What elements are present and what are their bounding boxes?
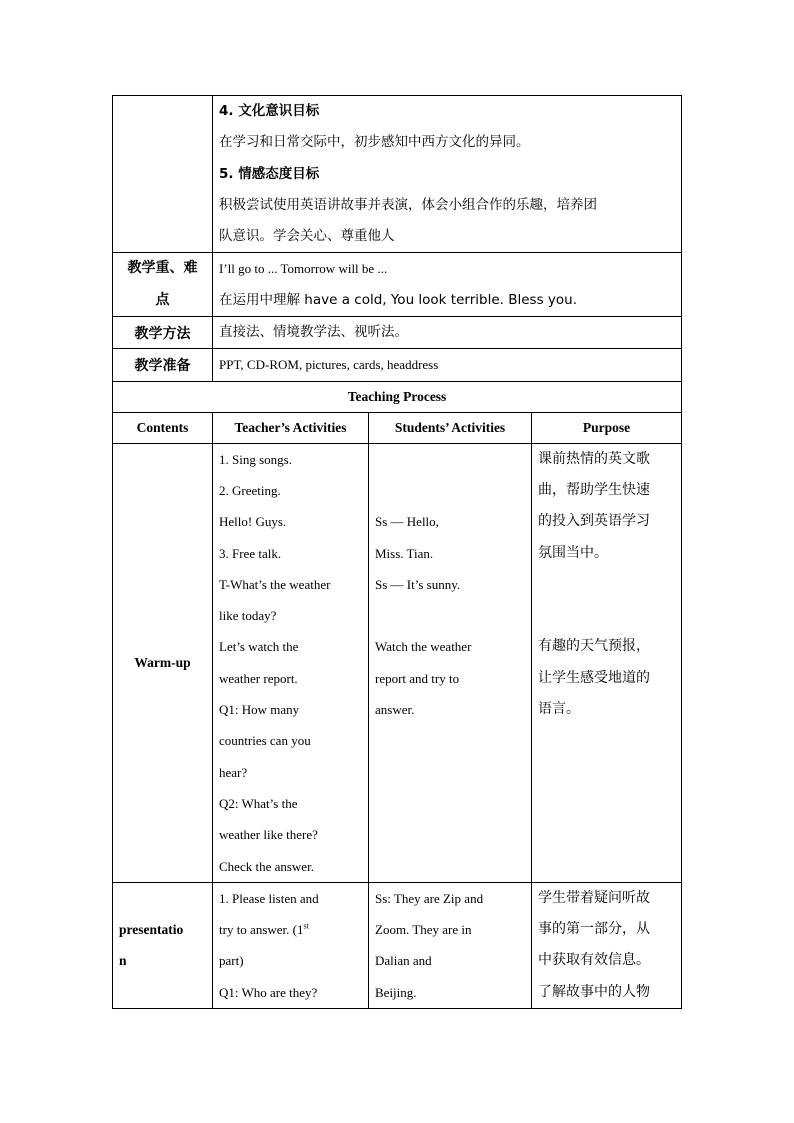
warmup-students-line: Miss. Tian.	[375, 545, 434, 561]
warmup-purpose-cell	[532, 443, 682, 882]
presentation-students-line: Ss: They are Zip and	[375, 890, 484, 906]
lesson-plan-table	[112, 95, 682, 1009]
emotion-goal-title: 5. 情感态度目标	[219, 165, 320, 182]
presentation-students-line: Zoom. They are in	[375, 922, 472, 938]
warmup-purpose-line: 课前热情的英文歌	[538, 450, 650, 467]
key-points-label: 教学重、难 点	[113, 253, 213, 317]
col-header-purpose: Purpose	[532, 412, 682, 443]
prep-row	[113, 349, 682, 381]
warmup-students-line	[375, 444, 525, 475]
warmup-purpose-line	[538, 600, 675, 631]
warmup-purpose-line: 让学生感受地道的	[538, 669, 650, 686]
warmup-purpose-line: 语言。	[538, 701, 580, 718]
warmup-teacher-line: weather report.	[219, 670, 298, 686]
warmup-students-line	[375, 475, 525, 506]
warmup-teacher-cell	[213, 443, 369, 882]
goals-row	[113, 96, 682, 253]
presentation-students-line: Beijing.	[375, 984, 417, 1000]
warmup-purpose-line: 有趣的天气预报，	[538, 638, 650, 655]
warmup-students-line: answer.	[375, 702, 415, 718]
presentation-purpose-line: 学生带着疑问听故	[538, 889, 650, 906]
emotion-goal-text-2: 队意识。学会关心、尊重他人	[219, 228, 395, 245]
warmup-students-line	[375, 600, 525, 631]
presentation-purpose-line: 了解故事中的人物	[538, 983, 650, 1000]
warmup-teacher-line: Hello! Guys.	[219, 514, 287, 530]
methods-label: 教学方法	[113, 317, 213, 349]
warmup-teacher-line: Let’s watch the	[219, 639, 299, 655]
prep-label: 教学准备	[113, 349, 213, 381]
key-points-line-1: I’ll go to ... Tomorrow will be ...	[219, 261, 388, 277]
methods-row	[113, 317, 682, 349]
goals-label-cell	[113, 96, 213, 253]
warmup-teacher-line: Q2: What’s the	[219, 795, 298, 811]
prep-cell	[213, 349, 682, 381]
warmup-purpose-line: 曲，帮助学生快速	[538, 481, 650, 498]
presentation-teacher-line: part)	[219, 953, 244, 969]
warmup-teacher-line: 3. Free talk.	[219, 545, 282, 561]
warmup-teacher-line: like today?	[219, 608, 277, 624]
culture-goal-text: 在学习和日常交际中，初步感知中西方文化的异同。	[219, 134, 530, 151]
process-title: Teaching Process	[113, 381, 682, 412]
presentation-students-line: Dalian and	[375, 953, 432, 969]
presentation-teacher-line: try to answer. (1st	[219, 921, 309, 938]
warmup-teacher-line: 2. Greeting.	[219, 482, 281, 498]
warmup-teacher-line: countries can you	[219, 733, 311, 749]
warmup-teacher-line: 1. Sing songs.	[219, 451, 292, 467]
warmup-purpose-line: 的投入到英语学习	[538, 513, 650, 530]
warmup-students-line: Ss — It’s sunny.	[375, 576, 461, 592]
methods-value: 直接法、情境教学法、视听法。	[219, 324, 408, 341]
key-points-cell	[213, 253, 682, 317]
key-points-row	[113, 253, 682, 317]
presentation-purpose-line: 事的第一部分，从	[538, 921, 650, 938]
warmup-students-line: Watch the weather	[375, 639, 472, 655]
presentation-teacher-cell	[213, 882, 369, 1008]
warmup-purpose-line	[538, 569, 675, 600]
process-title-row	[113, 381, 682, 412]
presentation-purpose-cell	[532, 882, 682, 1008]
col-header-contents: Contents	[113, 412, 213, 443]
warmup-teacher-line: Check the answer.	[219, 858, 314, 874]
presentation-purpose-line: 中获取有效信息。	[538, 952, 650, 969]
methods-cell	[213, 317, 682, 349]
goals-cell	[213, 96, 682, 253]
warmup-students-line: report and try to	[375, 670, 460, 686]
column-header-row	[113, 412, 682, 443]
presentation-teacher-line: 1. Please listen and	[219, 890, 319, 906]
warmup-teacher-line: T-What’s the weather	[219, 576, 331, 592]
warmup-purpose-line: 氛围当中。	[538, 544, 608, 561]
warmup-row	[113, 443, 682, 882]
culture-goal-title: 4. 文化意识目标	[219, 103, 320, 119]
warmup-teacher-line: weather like there?	[219, 827, 318, 843]
warmup-teacher-line: Q1: How many	[219, 702, 300, 718]
presentation-teacher-line: Q1: Who are they?	[219, 984, 318, 1000]
col-header-teacher: Teacher’s Activities	[213, 412, 369, 443]
prep-value: PPT, CD-ROM, pictures, cards, headdress	[219, 357, 439, 373]
key-points-line-2: 在运用中理解 have a cold, You look terrible. Bless you.	[219, 291, 577, 308]
warmup-students-line: Ss — Hello,	[375, 514, 439, 530]
warmup-label: Warm-up	[113, 443, 213, 882]
presentation-students-cell	[369, 882, 532, 1008]
warmup-students-cell	[369, 443, 532, 882]
warmup-teacher-line: hear?	[219, 764, 248, 780]
presentation-row	[113, 882, 682, 1008]
col-header-students: Students’ Activities	[369, 412, 532, 443]
presentation-label: presentatio n	[113, 882, 213, 1008]
emotion-goal-text-1: 积极尝试使用英语讲故事并表演，体会小组合作的乐趣，培养团	[219, 196, 597, 213]
